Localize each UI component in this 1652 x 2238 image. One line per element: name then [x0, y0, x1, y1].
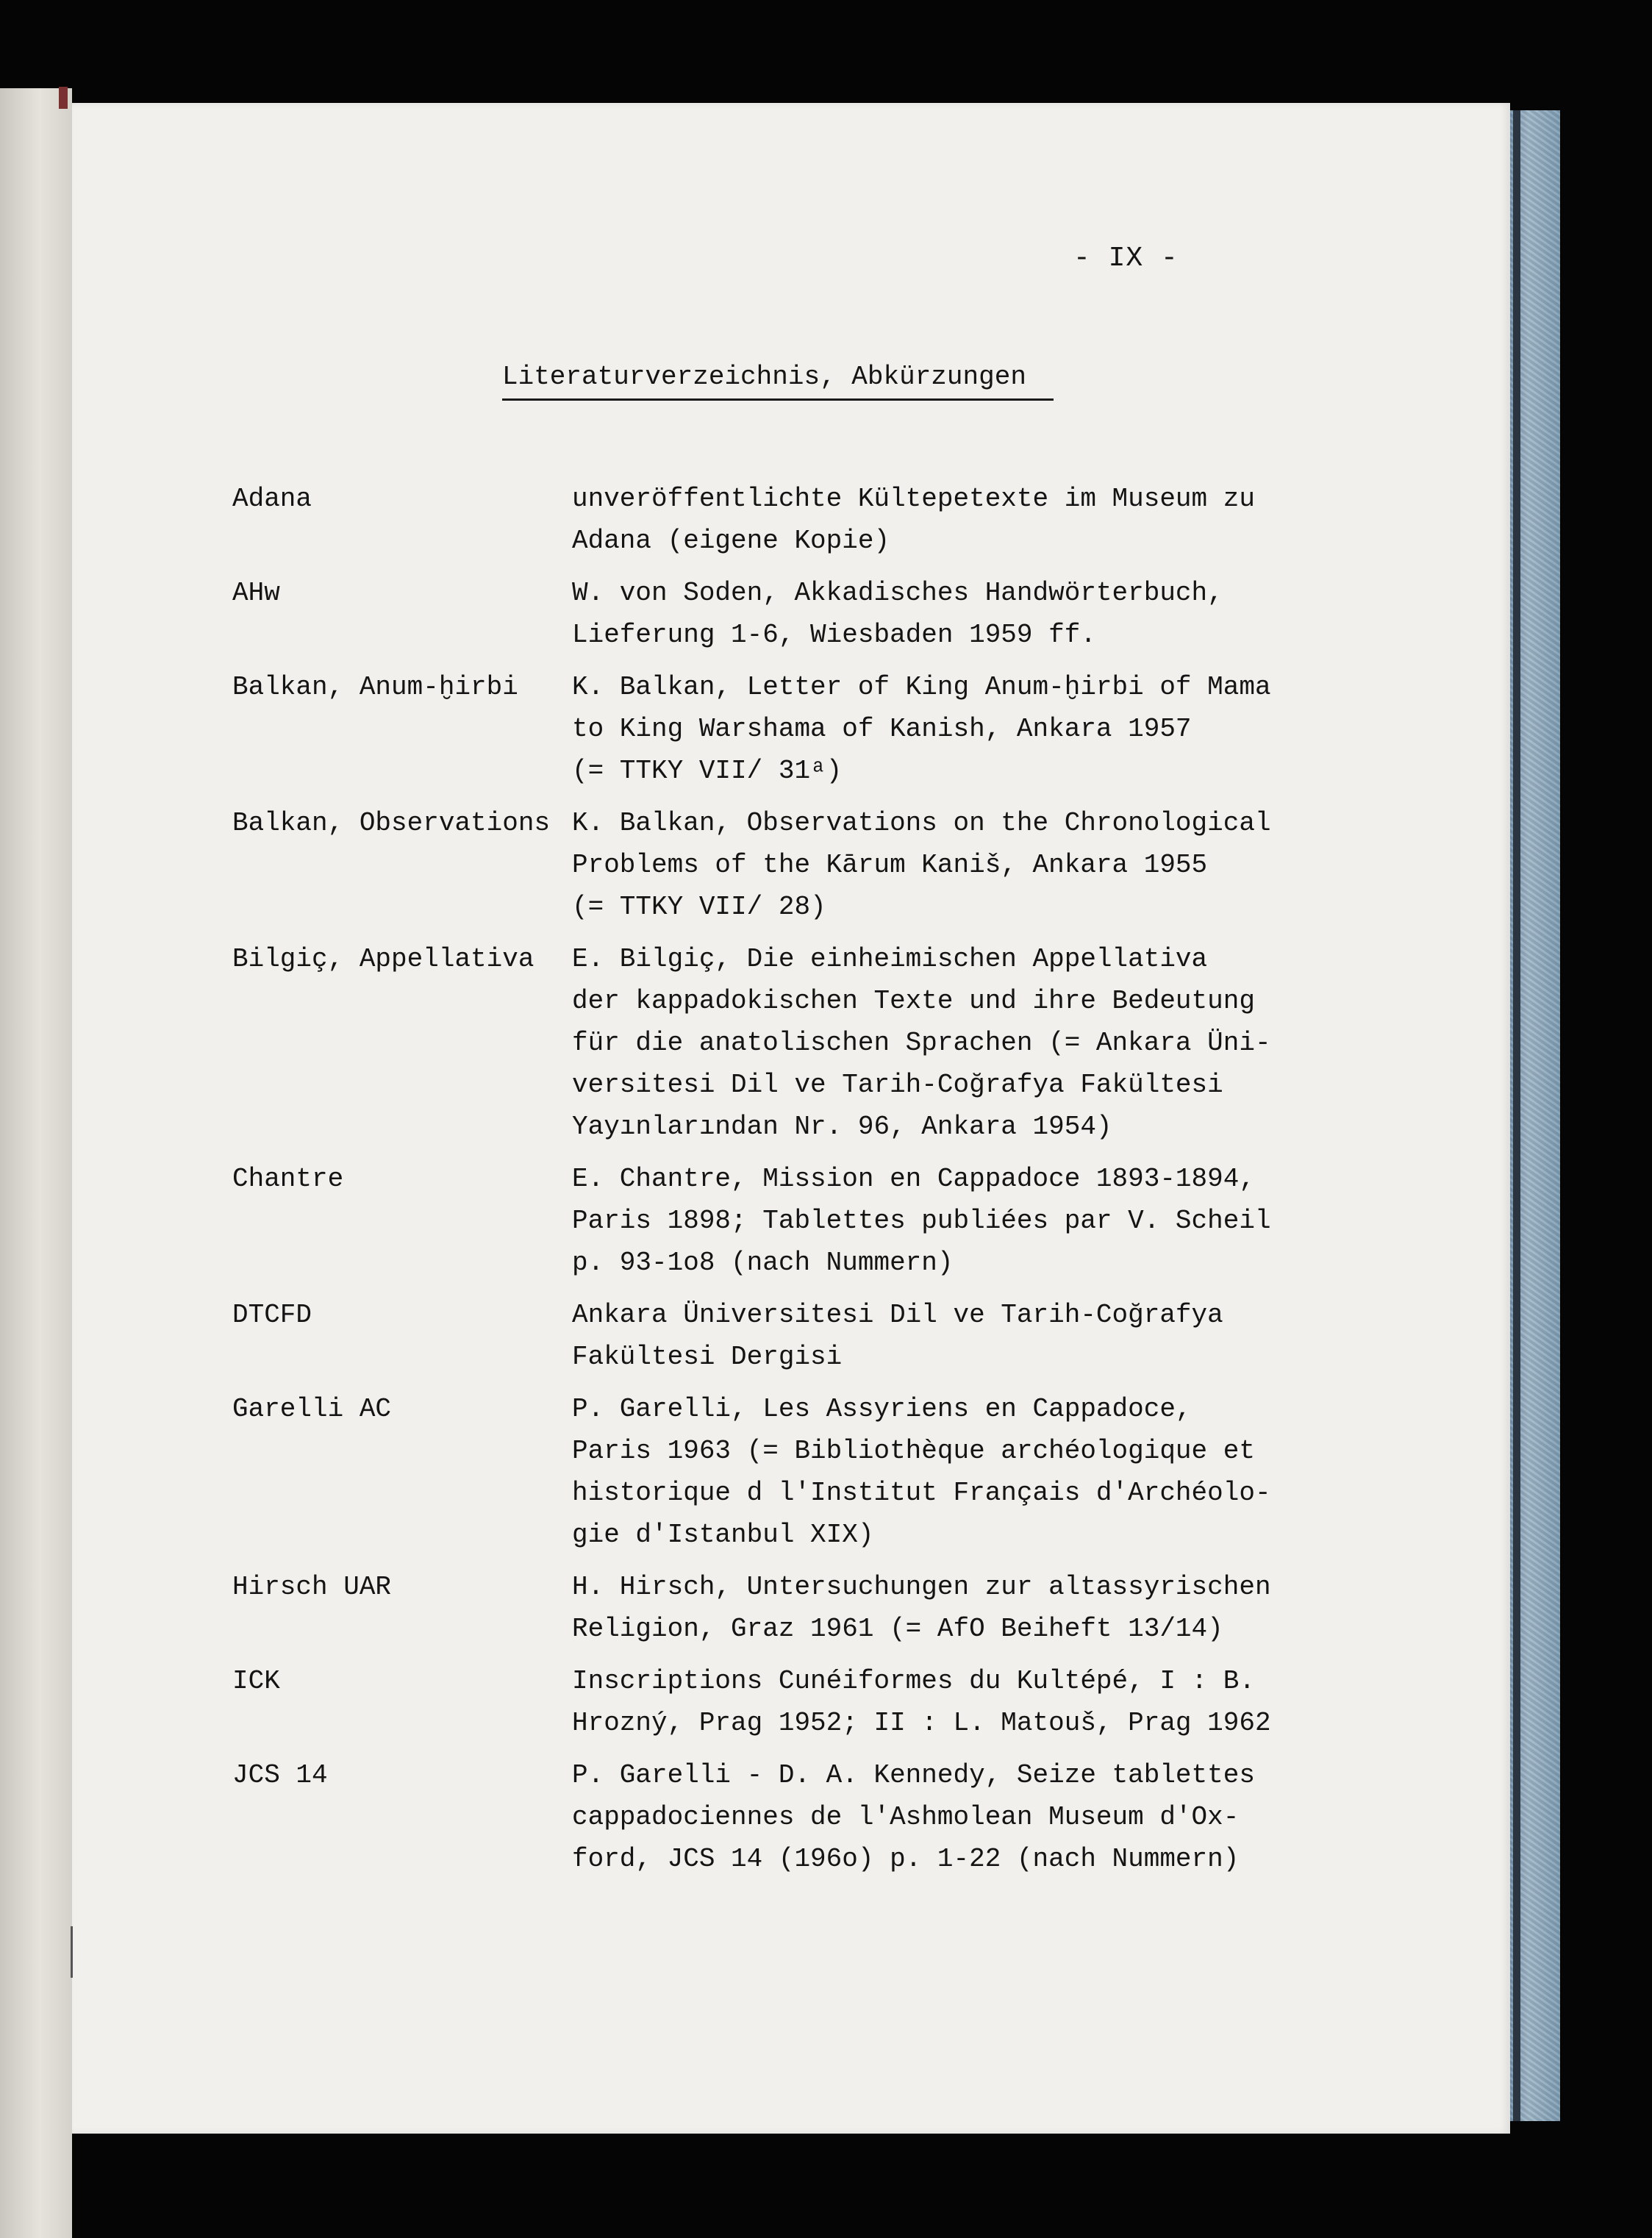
entry-line: Inscriptions Cunéiformes du Kultépé, I : B.	[572, 1666, 1255, 1696]
entry-line: Lieferung 1-6, Wiesbaden 1959 ff.	[572, 620, 1096, 650]
entry-line: gie d'Istanbul XIX)	[572, 1520, 874, 1550]
bibliography-list	[232, 478, 1438, 1890]
entry-line: E. Chantre, Mission en Cappadoce 1893-1894,	[572, 1164, 1255, 1194]
entry-abbreviation: Bilgiç, Appellativa	[232, 944, 534, 974]
bibliography-entry	[232, 1388, 1438, 1556]
bibliography-entry	[232, 478, 1438, 562]
bibliography-entry	[232, 666, 1438, 792]
left-page-marker	[59, 87, 68, 109]
entry-description	[572, 938, 1438, 1148]
entry-abbreviation: Adana	[232, 484, 312, 514]
entry-abbreviation: AHw	[232, 578, 280, 608]
entry-line: Fakültesi Dergisi	[572, 1342, 843, 1372]
page-gutter-mark	[71, 1926, 73, 1978]
entry-abbreviation: JCS 14	[232, 1760, 328, 1790]
page-heading: Literaturverzeichnis, Abkürzungen	[502, 362, 1026, 392]
page-number: - IX -	[1073, 243, 1179, 274]
entry-line: Problems of the Kārum Kaniš, Ankara 1955	[572, 850, 1208, 880]
entry-line: Religion, Graz 1961 (= AfO Beiheft 13/14)	[572, 1614, 1223, 1644]
entry-line: H. Hirsch, Untersuchungen zur altassyrischen	[572, 1572, 1271, 1602]
entry-line: Hrozný, Prag 1952; II : L. Matouš, Prag 1962	[572, 1708, 1271, 1738]
bibliography-entry	[232, 1566, 1438, 1650]
entry-line: Adana (eigene Kopie)	[572, 526, 890, 556]
bibliography-entry	[232, 1660, 1438, 1744]
bibliography-entry	[232, 1754, 1438, 1880]
entry-line: Ankara Üniversitesi Dil ve Tarih-Coğrafya	[572, 1300, 1223, 1330]
bibliography-entry	[232, 1158, 1438, 1284]
entry-abbreviation: DTCFD	[232, 1300, 312, 1330]
entry-abbreviation: Garelli AC	[232, 1394, 392, 1424]
entry-line: versitesi Dil ve Tarih-Coğrafya Fakültesi	[572, 1070, 1223, 1100]
bibliography-entry	[232, 1294, 1438, 1378]
entry-abbreviation: Balkan, Anum-ḫirbi	[232, 672, 518, 702]
entry-description	[572, 666, 1438, 792]
entry-line: P. Garelli, Les Assyriens en Cappadoce,	[572, 1394, 1192, 1424]
entry-line: W. von Soden, Akkadisches Handwörterbuch,	[572, 578, 1223, 608]
entry-description	[572, 1158, 1438, 1284]
entry-description	[572, 802, 1438, 928]
entry-abbreviation: Balkan, Observations	[232, 808, 551, 838]
entry-line: der kappadokischen Texte und ihre Bedeutung	[572, 986, 1255, 1016]
bibliography-entry	[232, 938, 1438, 1148]
bibliography-entry	[232, 802, 1438, 928]
entry-line: Paris 1963 (= Bibliothèque archéologique et	[572, 1436, 1255, 1466]
entry-line: E. Bilgiç, Die einheimischen Appellativa	[572, 944, 1208, 974]
entry-line: Paris 1898; Tablettes publiées par V. Scheil	[572, 1206, 1271, 1236]
entry-line: historique d l'Institut Français d'Archéolo-	[572, 1478, 1271, 1508]
entry-abbreviation: Hirsch UAR	[232, 1572, 392, 1602]
entry-description	[572, 1660, 1438, 1744]
entry-line: (= TTKY VII/ 31ᵃ)	[572, 756, 843, 786]
entry-line: für die anatolischen Sprachen (= Ankara Üni-	[572, 1028, 1271, 1058]
entry-description	[572, 1754, 1438, 1880]
bibliography-entry	[232, 572, 1438, 656]
document-page	[72, 103, 1510, 2134]
entry-line: unveröffentlichte Kültepetexte im Museum zu	[572, 484, 1255, 514]
entry-description	[572, 1566, 1438, 1650]
entry-abbreviation: Chantre	[232, 1164, 344, 1194]
entry-line: (= TTKY VII/ 28)	[572, 892, 826, 922]
entry-line: K. Balkan, Observations on the Chronological	[572, 808, 1271, 838]
entry-line: to King Warshama of Kanish, Ankara 1957	[572, 714, 1192, 744]
entry-description	[572, 1294, 1438, 1378]
entry-abbreviation: ICK	[232, 1666, 280, 1696]
heading-underline	[502, 398, 1054, 401]
book-cover-spine-shadow	[1513, 110, 1520, 2121]
entry-line: Yayınlarından Nr. 96, Ankara 1954)	[572, 1112, 1112, 1142]
left-page-edge	[0, 88, 72, 2238]
entry-line: K. Balkan, Letter of King Anum-ḫirbi of Mama	[572, 672, 1271, 702]
entry-line: P. Garelli - D. A. Kennedy, Seize tablettes	[572, 1760, 1255, 1790]
entry-description	[572, 1388, 1438, 1556]
entry-line: ford, JCS 14 (196o) p. 1-22 (nach Nummern)	[572, 1844, 1240, 1874]
entry-description	[572, 572, 1438, 656]
entry-description	[572, 478, 1438, 562]
entry-line: p. 93-1o8 (nach Nummern)	[572, 1248, 954, 1278]
entry-line: cappadociennes de l'Ashmolean Museum d'Ox-	[572, 1802, 1240, 1832]
